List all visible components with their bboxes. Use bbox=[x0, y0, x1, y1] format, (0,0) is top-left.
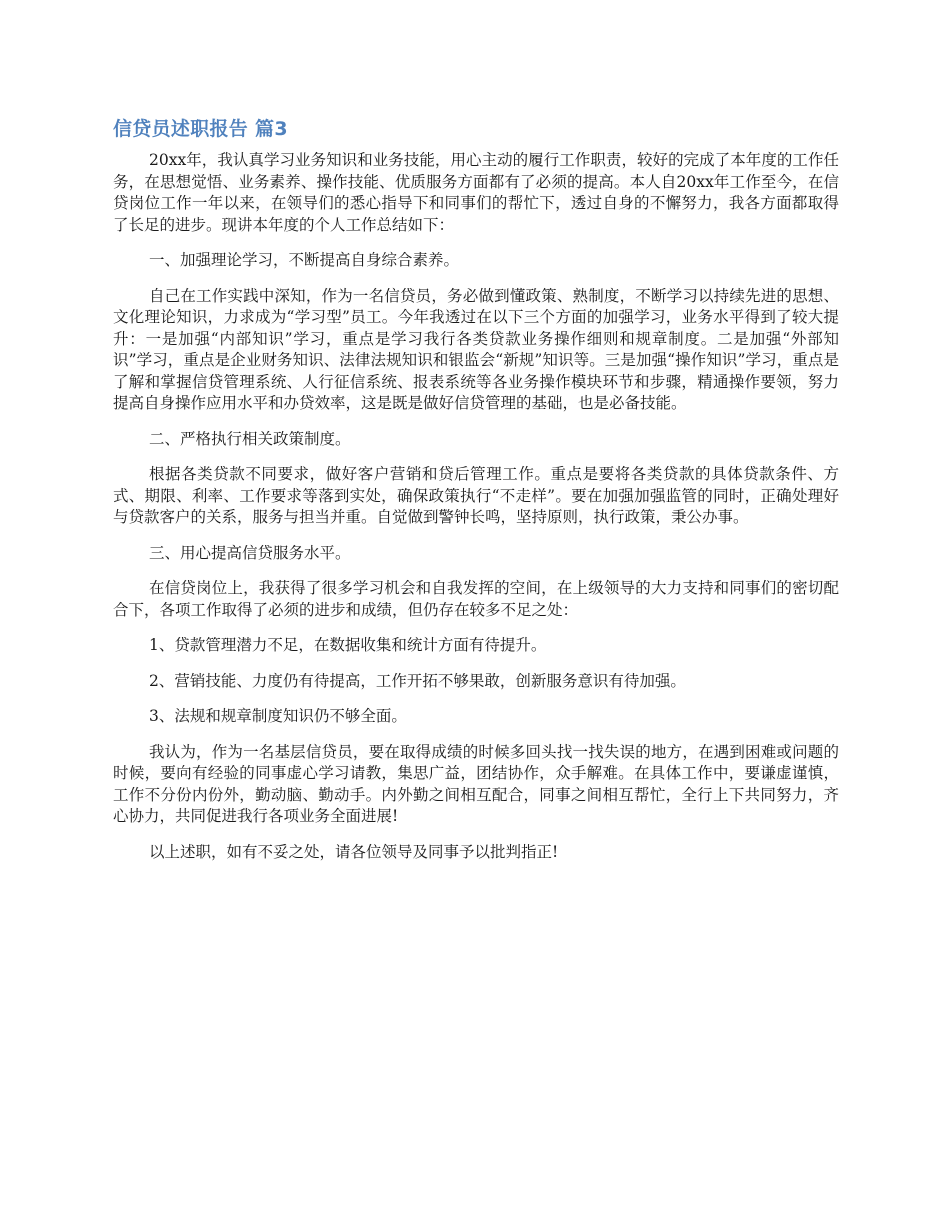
paragraph-intro: 20xx年，我认真学习业务知识和业务技能，用心主动的履行工作职责，较好的完成了本年度的工作任务，在思想觉悟、业务素养、操作技能、优质服务方面都有了必须的提高。本人自20xx年工作至今，在信贷岗位工作一年以来，在领导们的悉心指导下和同事们的帮忙下，透过自身的不懈努力，我各方面都取得了长足的进步。现讲本年度的个人工作总结如下： bbox=[113, 151, 839, 234]
paragraph-closing: 以上述职，如有不妥之处，请各位领导及同事予以批判指正! bbox=[149, 842, 559, 861]
list-item-3: 3、法规和规章制度知识仍不够全面。 bbox=[149, 707, 407, 725]
paragraph-section-2: 根据各类贷款不同要求，做好客户营销和贷后管理工作。重点是要将各类贷款的具体贷款条件、方式、期限、利率、工作要求等落到实处，确保政策执行“不走样”。要在加强加强监管的同时，正确处理好与贷款客户的关系，服务与担当并重。自觉做到警钟长鸣，坚持原则，执行政策，秉公办事。 bbox=[113, 465, 839, 526]
section-heading-1: 一、加强理论学习，不断提高自身综合素养。 bbox=[149, 251, 460, 269]
list-item-2: 2、营销技能、力度仍有待提高，工作开拓不够果敢，创新服务意识有待加强。 bbox=[149, 671, 686, 690]
paragraph-section-1: 自己在工作实践中深知，作为一名信贷员，务必做到懂政策、熟制度，不断学习以持续先进的思想、文化理论知识，力求成为“学习型”员工。今年我透过在以下三个方面的加强学习，业务水平得到了较大提升：一是加强“内部知识”学习，重点是学习我行各类贷款业务操作细则和规章制度。二是加强“外部知识”学习，重点是企业财务知识、法律法规知识和银监会“新规”知识等。三是加强“操作知识”学习，重点是了解和掌握信贷管理系统、人行征信系统、报表系统等各业务操作模块环节和步骤，精通操作要领，努力提高自身操作应用水平和办贷效率，这是既是做好信贷管理的基础，也是必备技能。 bbox=[113, 286, 839, 412]
document-body bbox=[113, 150, 839, 877]
paragraph-section-3: 在信贷岗位上，我获得了很多学习机会和自我发挥的空间，在上级领导的大力支持和同事们的密切配合下，各项工作取得了必须的进步和成绩，但仍存在较多不足之处： bbox=[113, 579, 839, 619]
document-title: 信贷员述职报告 篇3 bbox=[113, 118, 288, 140]
list-item-1: 1、贷款管理潜力不足，在数据收集和统计方面有待提升。 bbox=[149, 636, 547, 654]
section-heading-2: 二、严格执行相关政策制度。 bbox=[149, 429, 351, 448]
paragraph-reflection: 我认为，作为一名基层信贷员，要在取得成绩的时候多回头找一找失误的地方，在遇到困难或问题的时候，要向有经验的同事虚心学习请教，集思广益，团结协作，众手解难。在具体工作中，要谦虚谨慎，工作不分份内份外，勤动脑、勤动手。内外勤之间相互配合，同事之间相互帮忙，全行上下共同努力，齐心协力，共同促进我行各项业务全面进展! bbox=[113, 742, 839, 825]
section-heading-3: 三、用心提高信贷服务水平。 bbox=[149, 543, 351, 562]
